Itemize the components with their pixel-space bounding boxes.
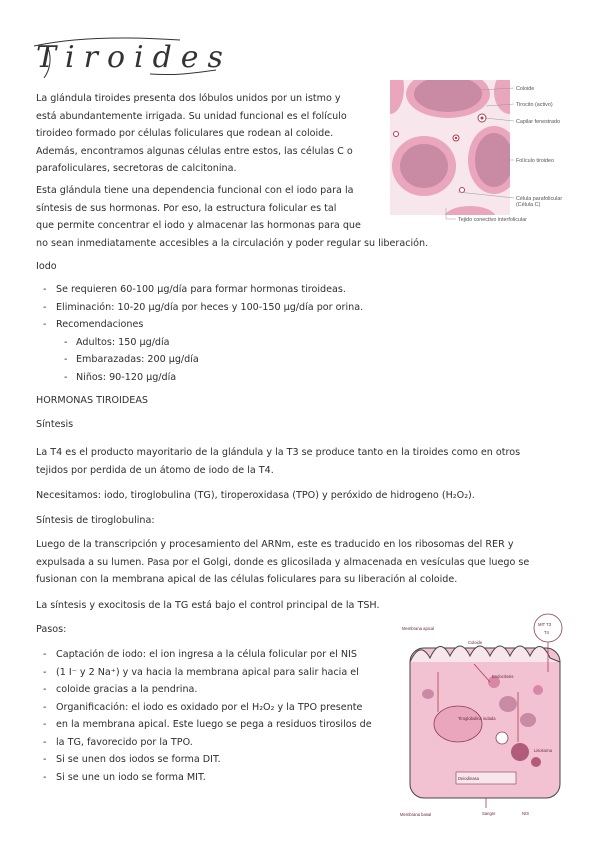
para-line: síntesis de sus hormonas. Por eso, la estructura folicular es tal	[36, 202, 337, 214]
label-coloide: Coloide	[516, 86, 535, 92]
hormonas-heading: HORMONAS TIROIDEAS	[36, 395, 148, 406]
pasos-list	[40, 646, 400, 786]
label-membrana-basal: Membrana basal	[400, 812, 432, 817]
label-foliculo: Folículo tiroideo	[516, 158, 555, 164]
list-item-continuation: - la TG, favorecido por la TPO.	[40, 734, 400, 752]
label-tejido: Tejido conectivo interfolicular	[458, 217, 527, 223]
intro-line: tiroideo formado por células foliculares que rodean al coloide.	[36, 128, 334, 139]
intro-line: Además, encontramos algunas células entre estos, las células C o	[36, 145, 353, 157]
list-item: - Niños: 90-120 μg/día	[40, 369, 460, 387]
label-sangre: Sangre	[482, 811, 496, 816]
necesitamos-paragraph: Necesitamos: iodo, tiroglobulina (TG), tiroperoxidasa (TPO) y peróxido de hidrogeno (H₂O₂).	[36, 490, 475, 501]
list-item: - Organificación: el iodo es oxidado por el H₂O₂ y la TPO presente	[40, 699, 400, 717]
sintesis-heading: Síntesis	[36, 419, 74, 430]
intro-paragraph	[36, 90, 386, 178]
list-item: - Embarazadas: 200 μg/día	[40, 351, 460, 369]
label-tiroglobulina: Tiroglobulina iodada	[458, 716, 496, 721]
tg-paragraph	[36, 536, 581, 589]
label-capilar: Capilar fenestrado	[516, 119, 561, 125]
para-line: tejidos por perdida de un átomo de iodo de la T4.	[36, 464, 274, 476]
list-item-continuation: - coloide gracias a la pendrina.	[40, 681, 400, 699]
iodo-heading: Iodo	[36, 261, 57, 272]
list-item: - Recomendaciones	[40, 316, 460, 334]
pasos-heading: Pasos:	[36, 624, 67, 635]
list-item: - Se requieren 60-100 μg/día para formar hormonas tiroideas.	[40, 281, 460, 299]
label-t3: MIT T3	[538, 622, 552, 627]
para-line: La T4 es el producto mayoritario de la glándula y la T3 se produce tanto en la tiroides como en otros	[36, 447, 521, 458]
label-t4: T4	[544, 630, 549, 635]
list-item: - Si se une un iodo se forma MIT.	[40, 769, 400, 787]
title-text: Tiroides	[36, 40, 232, 75]
follicular-cell-diagram	[398, 612, 576, 818]
para-line: no sean inmediatamente accesibles a la circulación y poder regular su liberación.	[36, 237, 429, 249]
para-line: que permite concentrar el iodo y almacenar las hormonas para que	[36, 220, 361, 231]
para-line: expulsada a su lumen. Pasa por el Golgi, donde es glicosilada y almacenada en vesículas que luego se	[36, 556, 530, 568]
label-endocitosis: Endocitosis	[492, 674, 514, 679]
label-coloide-2: Coloide	[468, 640, 483, 645]
tg-heading: Síntesis de tiroglobulina:	[36, 515, 155, 526]
intro-line: La glándula tiroides presenta dos lóbulos unidos por un istmo y	[36, 93, 341, 104]
list-item: - Captación de iodo: el ion ingresa a la célula folicular por el NIS	[40, 646, 400, 664]
list-item-continuation: - (1 I⁻ y 2 Na⁺) y va hacia la membrana apical para salir hacia el	[40, 664, 400, 682]
label-deiodinasa: Deiodinasa	[458, 776, 479, 781]
page-title	[30, 32, 232, 84]
iodo-list	[40, 281, 460, 386]
para-line: Luego de la transcripción y procesamiento del ARNm, este es traducido en los ribosomas del RER y	[36, 539, 514, 550]
para-line: fusionan con la membrana apical de las células foliculares para su liberación al coloide.	[36, 574, 458, 585]
list-item: - Eliminación: 10-20 μg/día por heces y 100-150 μg/día por orina.	[40, 299, 460, 317]
label-nis: NIS	[522, 811, 529, 816]
list-item: - Adultos: 150 μg/día	[40, 334, 460, 352]
list-item: - Si se unen dos iodos se forma DIT.	[40, 751, 400, 769]
thyroid-histology-figure	[390, 78, 580, 228]
para-line: Esta glándula tiene una dependencia funcional con el iodo para la	[36, 185, 354, 196]
label-parafolicular-c: (Célula C)	[516, 202, 541, 208]
label-parafolicular: Célula parafolicular	[516, 196, 563, 202]
tsh-paragraph: La síntesis y exocitosis de la TG está bajo el control principal de la TSH.	[36, 600, 380, 611]
label-lisosoma: Lisosoma	[534, 748, 552, 753]
label-tirocito: Tirocito (activo)	[516, 102, 553, 108]
intro-line: parafoliculares, secretoras de calcitonina.	[36, 163, 237, 174]
intro-line: está abundantemente irrigada. Su unidad funcional es el folículo	[36, 110, 347, 122]
list-item-continuation: - en la membrana apical. Este luego se pega a residuos tirosilos de	[40, 716, 400, 734]
label-membrana-apical: Membrana apical	[402, 626, 435, 631]
t4-paragraph	[36, 444, 576, 479]
